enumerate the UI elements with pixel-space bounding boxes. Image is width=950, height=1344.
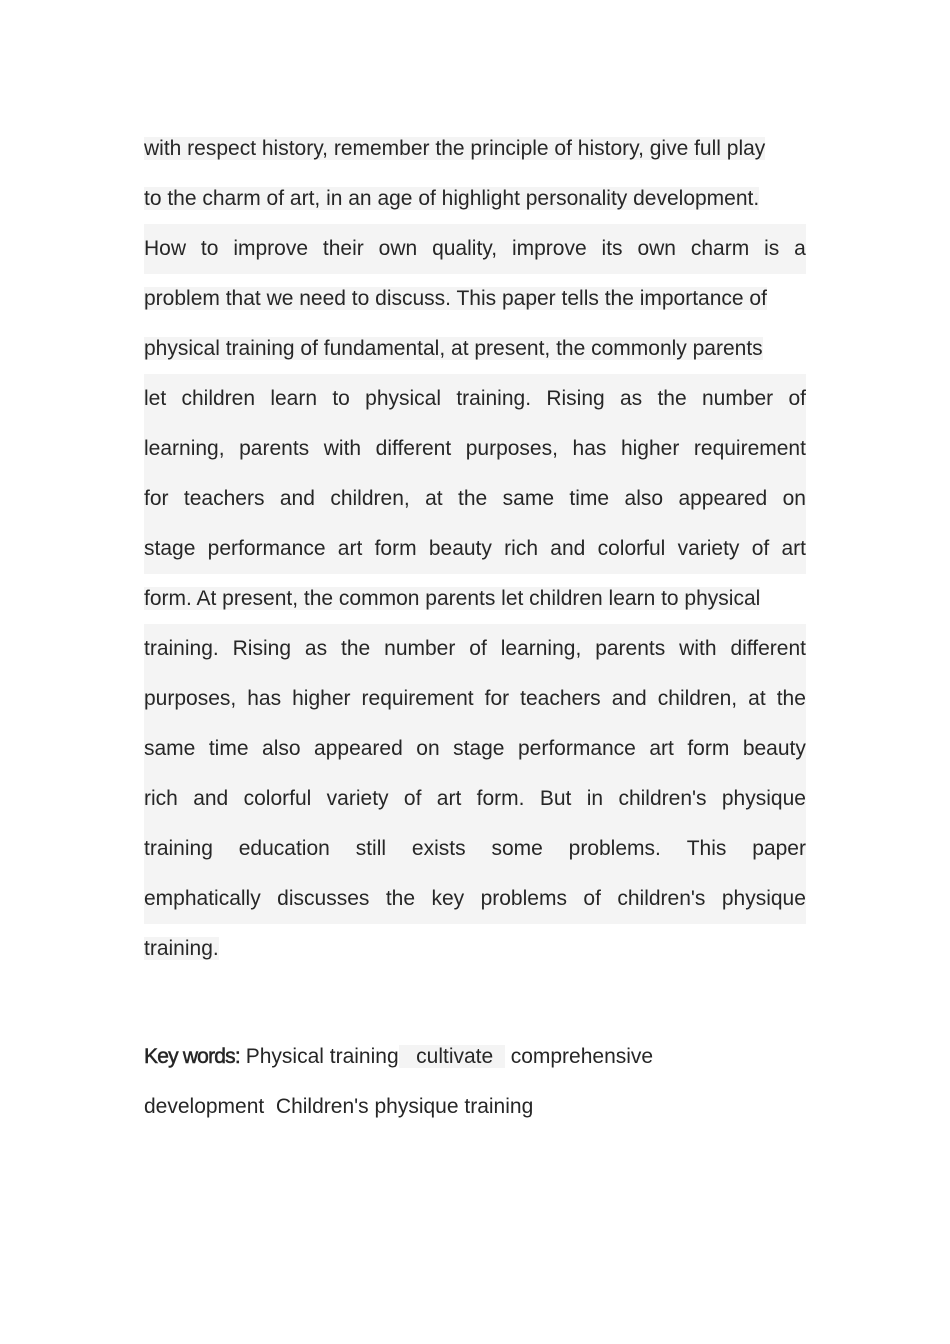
abstract-line — [144, 724, 806, 774]
abstract-line-text: learning, parents with different purposes, has higher requirement — [144, 424, 806, 474]
abstract-line-text: rich and colorful variety of art form. But in children's physique — [144, 774, 806, 824]
abstract-line-text: for teachers and children, at the same time also appeared on — [144, 474, 806, 524]
abstract-line-text: to the charm of art, in an age of highlight personality development. — [144, 187, 760, 210]
abstract-line-text: emphatically discusses the key problems of children's physique — [144, 874, 806, 924]
abstract-line — [144, 374, 806, 424]
keyword-item: development — [144, 1095, 265, 1118]
keywords-section — [144, 1032, 806, 1132]
abstract-line-text: same time also appeared on stage performance art form beauty — [144, 724, 806, 774]
abstract-line-text: purposes, has higher requirement for teachers and children, at the — [144, 674, 806, 724]
abstract-line — [144, 674, 806, 724]
abstract-line — [144, 474, 806, 524]
abstract-line-text: with respect history, remember the principle of history, give full play — [144, 137, 766, 160]
abstract-line — [144, 324, 806, 374]
abstract-line-text: problem that we need to discuss. This paper tells the importance of — [144, 287, 767, 310]
abstract-line — [144, 424, 806, 474]
keyword-item: cultivate — [399, 1045, 505, 1068]
abstract-line-text: physical training of fundamental, at present, the commonly parents — [144, 337, 763, 360]
keywords-label: Key words: — [144, 1045, 240, 1068]
abstract-line-text: training education still exists some problems. This paper — [144, 824, 806, 874]
keywords-line-2 — [144, 1082, 806, 1132]
abstract-line-text: let children learn to physical training. Rising as the number of — [144, 374, 806, 424]
abstract-line — [144, 824, 806, 874]
keywords-line-1 — [144, 1032, 806, 1082]
abstract-line-text: stage performance art form beauty rich and colorful variety of art — [144, 524, 806, 574]
abstract-line-text: training. Rising as the number of learning, parents with different — [144, 624, 806, 674]
abstract-line — [144, 574, 806, 624]
keyword-item: Physical training — [245, 1045, 399, 1068]
abstract-line — [144, 174, 806, 224]
keyword-item: comprehensive — [510, 1045, 654, 1068]
abstract-line-text: How to improve their own quality, improve its own charm is a — [144, 224, 806, 274]
abstract-line — [144, 524, 806, 574]
abstract-line — [144, 624, 806, 674]
abstract-body — [144, 124, 806, 974]
abstract-line — [144, 274, 806, 324]
abstract-line — [144, 774, 806, 824]
abstract-line — [144, 924, 806, 974]
abstract-line — [144, 224, 806, 274]
abstract-line-text: form. At present, the common parents let children learn to physical — [144, 587, 761, 610]
abstract-line — [144, 874, 806, 924]
abstract-line — [144, 124, 806, 174]
keyword-item: Children's physique training — [275, 1095, 534, 1118]
abstract-line-text: training. — [144, 937, 219, 960]
